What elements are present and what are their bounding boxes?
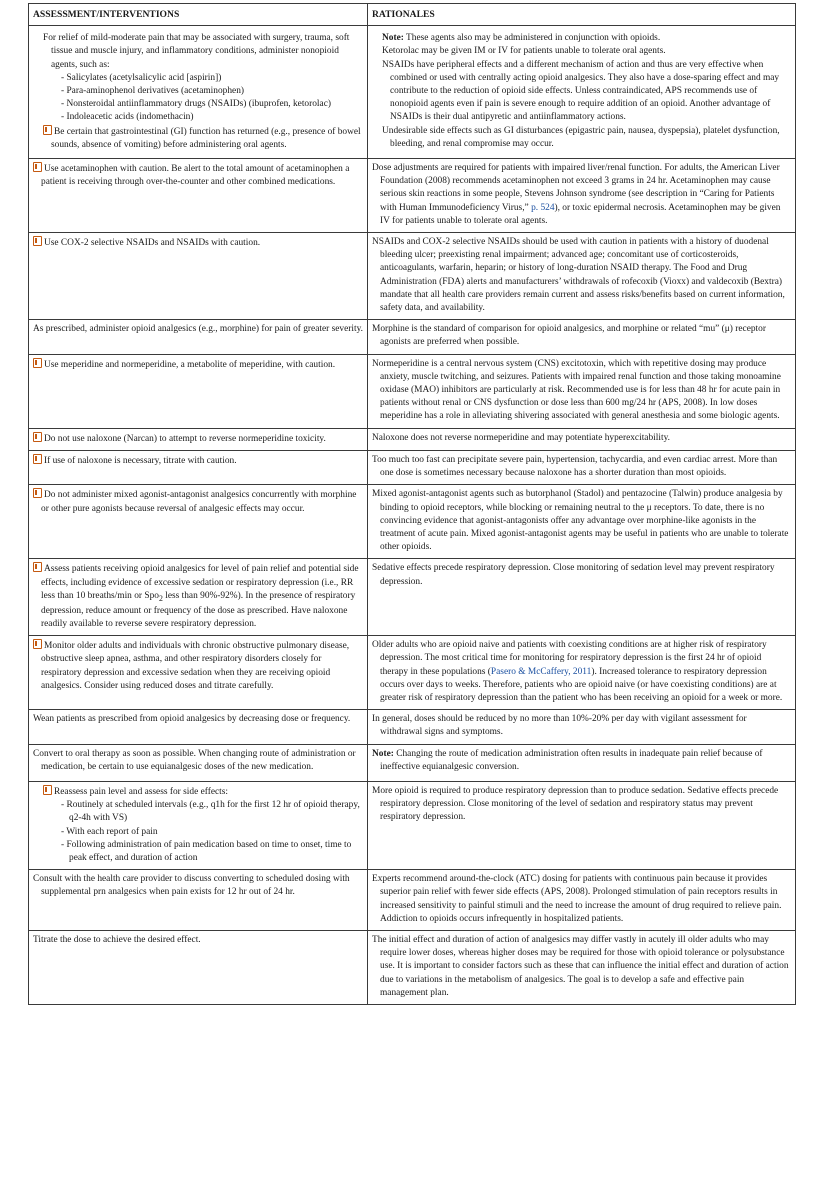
table-row <box>29 485 796 559</box>
rationale-text: NSAIDs have peripheral effects and a different mechanism of action and thus are very effective when combined or used with centrally acting opioid analgesics. They also have a dose-sparing effect and may contribute to the reduction of opioid side effects. Unless contraindicated, APS recommends use of nonopioid agents even if pain is severe enough to require addition of an opioid. Another advantage of NSAIDs is their dual antipyretic and antiinflammatory actions. <box>382 59 780 123</box>
intervention-cell <box>29 26 368 159</box>
header-assessment: ASSESSMENT/INTERVENTIONS <box>29 4 368 26</box>
rationale-text: ). Increased tolerance to respiratory depression occurs over days to weeks. Therefore, patients who are opioid naive (or have coexisting conditions) are at greater risk of respiratory depression than the patient who has been receiving an opioid for a week or more. <box>380 666 783 704</box>
list-item: - Para-aminophenol derivatives (acetaminophen) <box>61 86 245 97</box>
intervention-text: Monitor older adults and individuals with chronic obstructive pulmonary disease, obstructive sleep apnea, asthma, and other respiratory disorders closely for respiratory depression and excessive sedation when they are receiving opioid analgesics. Consider using reduced doses and titrate carefully. <box>41 641 350 691</box>
rationale-text: These agents also may be administered in conjunction with opioids. <box>403 33 661 44</box>
intervention-text: Be certain that gastrointestinal (GI) function has returned (e.g., presence of bowel sounds, absence of vomiting) before administering oral agents. <box>51 126 361 150</box>
intervention-cell <box>29 931 368 1005</box>
rationale-text: Changing the route of medication administration often results in inadequate pain relief because of ineffective equianalgesic conversion. <box>380 748 763 772</box>
caution-icon <box>43 785 52 795</box>
rationale-text: In general, doses should be reduced by no more than 10%-20% per day with vigilant assessment for withdrawal signs and symptoms. <box>372 714 747 738</box>
rationale-cell <box>368 485 796 559</box>
intervention-cell <box>29 233 368 320</box>
intervention-text: Titrate the dose to achieve the desired effect. <box>33 935 201 946</box>
intervention-text: Do not administer mixed agonist-antagonist analgesics concurrently with morphine or other pure agonists because reversal of analgesic effects may occur. <box>41 490 357 514</box>
rationale-text: Experts recommend around-the-clock (ATC) dosing for patients with continuous pain because it provides superior pain relief with fewer side effects (APS, 2008). Prolonged stimulation of pain receptors results in increased sensitivity to painful stimuli and the need to increase the amount of drug required to relieve pain. Addiction to opioids occurs infrequently in hospitalized patients. <box>372 874 782 924</box>
intervention-text: less than 90%-92%). In the presence of respiratory depression, reduce amount or frequency of the dose as prescribed. Have naloxone readily available to reverse severe respiratory depression. <box>41 590 356 629</box>
rationale-text: Older adults who are opioid naive and patients with coexisting conditions are at higher risk of respiratory depression. The most critical time for monitoring for respiratory depression is the first 24 hr of opioid therapy in these populations ( <box>372 640 767 677</box>
rationale-text: NSAIDs and COX-2 selective NSAIDs should be used with caution in patients with a history of duodenal bleeding ulcer; preexisting renal impairment; advanced age; concomitant use of corticosteroids, anticoagulants, warfarin, heparin; or history of long-duration NSAID therapy. The Food and Drug Administration (FDA) alerts and manufacturers’ withdrawals of rofecoxib (Vioxx) and valdecoxib (Bextra) mandate that all health care providers remain current and assess risks/benefits based on current information, safety data, and availability. <box>372 237 785 314</box>
interventions-table <box>28 3 796 1005</box>
rationale-cell <box>368 159 796 233</box>
caution-icon <box>43 125 52 135</box>
list-item: - With each report of pain <box>61 826 158 837</box>
intervention-text: Wean patients as prescribed from opioid analgesics by decreasing dose or frequency. <box>33 714 351 725</box>
intervention-cell <box>29 354 368 428</box>
caution-icon <box>33 454 42 464</box>
intervention-cell <box>29 450 368 484</box>
table-row <box>29 559 796 636</box>
rationale-text: More opioid is required to produce respiratory depression than to produce sedation. Sedative effects precede respiratory depression. Close monitoring of the level of sedation and respiratory status may prevent respiratory depression. <box>372 786 779 823</box>
caution-icon <box>33 162 42 172</box>
rationale-cell <box>368 354 796 428</box>
intervention-text: Reassess pain level and assess for side effects: <box>54 787 228 798</box>
table-row <box>29 233 796 320</box>
list-item: - Salicylates (acetylsalicylic acid [aspirin]) <box>61 72 222 83</box>
rationale-text: Sedative effects precede respiratory depression. Close monitoring of sedation level may prevent respiratory depression. <box>372 563 775 587</box>
table-row <box>29 159 796 233</box>
intervention-text: Use meperidine and normeperidine, a metabolite of meperidine, with caution. <box>44 359 336 370</box>
rationale-cell <box>368 559 796 636</box>
table-row <box>29 320 796 354</box>
intervention-text: If use of naloxone is necessary, titrate with caution. <box>44 455 237 466</box>
rationale-text: Too much too fast can precipitate severe pain, hypertension, tachycardia, and even cardiac arrest. More than one dose is sometimes necessary because naloxone has a shorter duration than most opioids. <box>372 454 778 479</box>
rationale-text: The initial effect and duration of action of analgesics may differ vastly in acutely ill older adults who may require lower doses, whereas higher doses may be required for those with opioid tolerance or polysubstance use. It is important to consider factors such as these that can influence the initial effect and duration of action due to variations in the metabolism of analgesics. The goal is to develop a safe and effective pain management plan. <box>372 935 789 998</box>
note-label: Note: <box>372 748 394 759</box>
caution-icon <box>33 562 42 572</box>
intervention-cell <box>29 559 368 636</box>
rationale-cell <box>368 870 796 931</box>
rationale-cell <box>368 233 796 320</box>
intervention-cell <box>29 485 368 559</box>
table-row <box>29 744 796 781</box>
rationale-text: Dose adjustments are required for patients with impaired liver/renal function. For adults, the American Liver Foundation (2008) recommends acetaminophen not exceed 3 grams in 24 hr. Acetaminophen may cause serious skin reactions in some people, Stevens Johnson syndrome (see description in “Caring for Patients with Human Immunodeficiency Virus,” <box>372 163 780 213</box>
table-row <box>29 636 796 710</box>
table-row <box>29 710 796 744</box>
rationale-text: Morphine is the standard of comparison for opioid analgesics, and morphine or related “mu” (μ) receptor agonists are preferred when possible. <box>372 324 766 348</box>
citation-link[interactable]: Pasero & McCaffery, 2011 <box>490 666 592 677</box>
list-item: - Following administration of pain medication based on time to onset, time to peak effect, and duration of action <box>61 839 352 864</box>
intervention-cell <box>29 636 368 710</box>
rationale-cell <box>368 636 796 710</box>
intervention-cell <box>29 744 368 781</box>
rationale-text: Undesirable side effects such as GI disturbances (epigastric pain, nausea, dyspepsia), platelet dysfunction, bleeding, and renal compromise may occur. <box>382 125 780 149</box>
intervention-text: Do not use naloxone (Narcan) to attempt to reverse normeperidine toxicity. <box>44 433 326 444</box>
note-label: Note: <box>382 33 404 44</box>
rationale-text: ), or toxic epidermal necrosis. Acetaminophen may be given IV for patients unable to tolerate oral agents. <box>380 202 781 226</box>
intervention-cell <box>29 159 368 233</box>
rationale-text: Ketorolac may be given IM or IV for patients unable to tolerate oral agents. <box>382 46 666 57</box>
intervention-text: Use acetaminophen with caution. Be alert to the total amount of acetaminophen a patient is receiving through over-the-counter and other combined medications. <box>41 164 350 188</box>
table-row <box>29 782 796 870</box>
caution-icon <box>33 488 42 498</box>
caution-icon <box>33 639 42 649</box>
intervention-cell <box>29 870 368 931</box>
rationale-cell <box>368 744 796 781</box>
rationale-text: Mixed agonist-antagonist agents such as butorphanol (Stadol) and pentazocine (Talwin) produce analgesia by binding to opioid receptors, while blocking or remaining neutral to the μ receptors. To date, there is no convincing evidence that agonist-antagonists offer any advantage over morphine-like agonists in the treatment of acute pain. Mixed agonist-antagonist agents may be useful in patients who are unable to tolerate other opioids. <box>372 489 789 553</box>
header-rationales: RATIONALES <box>368 4 796 26</box>
subscript: 2 <box>158 593 163 603</box>
table-header-row <box>29 4 796 26</box>
caution-icon <box>33 358 42 368</box>
intervention-text: For relief of mild-moderate pain that may be associated with surgery, trauma, soft tissue and muscle injury, and inflammatory conditions, administer nonopioid agents, such as: <box>43 33 350 70</box>
intervention-cell <box>29 320 368 354</box>
list-item: - Indoleacetic acids (indomethacin) <box>61 112 194 123</box>
table-row <box>29 428 796 450</box>
intervention-text: Consult with the health care provider to discuss converting to scheduled dosing with supplemental prn analgesics when pain exists for 12 hr out of 24 hr. <box>33 874 350 898</box>
rationale-cell <box>368 710 796 744</box>
table-row <box>29 354 796 428</box>
intervention-text: Assess patients receiving opioid analgesics for level of pain relief and potential side effects, including evidence of excessive sedation or respiratory depression (i.e., RR less than 10 breaths/min or Spo <box>41 564 359 601</box>
rationale-cell <box>368 320 796 354</box>
rationale-cell <box>368 450 796 484</box>
intervention-cell <box>29 710 368 744</box>
rationale-cell <box>368 428 796 450</box>
table-row <box>29 870 796 931</box>
caution-icon <box>33 432 42 442</box>
intervention-cell <box>29 428 368 450</box>
intervention-text: Convert to oral therapy as soon as possible. When changing route of administration or medication, be certain to use equianalgesic doses of the new medication. <box>33 748 356 772</box>
list-item: - Nonsteroidal antiinflammatory drugs (NSAIDs) (ibuprofen, ketorolac) <box>61 99 331 110</box>
intervention-cell <box>29 782 368 870</box>
intervention-text: As prescribed, administer opioid analgesics (e.g., morphine) for pain of greater severity. <box>33 324 364 335</box>
caution-icon <box>33 236 42 246</box>
rationale-cell <box>368 931 796 1005</box>
table-row <box>29 450 796 484</box>
page-link[interactable]: p. 524 <box>531 202 555 213</box>
rationale-text: Normeperidine is a central nervous system (CNS) excitotoxin, which with repetitive dosing may produce anxiety, muscle twitching, and seizures. Patients with impaired renal function and those taking monoamine oxidase (MAO) inhibitors are particularly at risk. Recommended use is for less than 48 hr for acute pain in patients without renal or CNS dysfunction or dose less than 600 mg/24 hr (APS, 2008). In low doses meperidine has a role in alleviating shivering associated with general anesthesia and some biologic agents. <box>372 358 781 422</box>
list-item: - Routinely at scheduled intervals (e.g., q1h for the first 12 hr of opioid therapy, q2-4h with VS) <box>61 800 360 824</box>
table-row <box>29 26 796 159</box>
rationale-text: Naloxone does not reverse normeperidine and may potentiate hyperexcitability. <box>372 432 670 443</box>
rationale-cell <box>368 782 796 870</box>
intervention-text: Use COX-2 selective NSAIDs and NSAIDs with caution. <box>44 238 261 249</box>
table-row <box>29 931 796 1005</box>
rationale-cell <box>368 26 796 159</box>
